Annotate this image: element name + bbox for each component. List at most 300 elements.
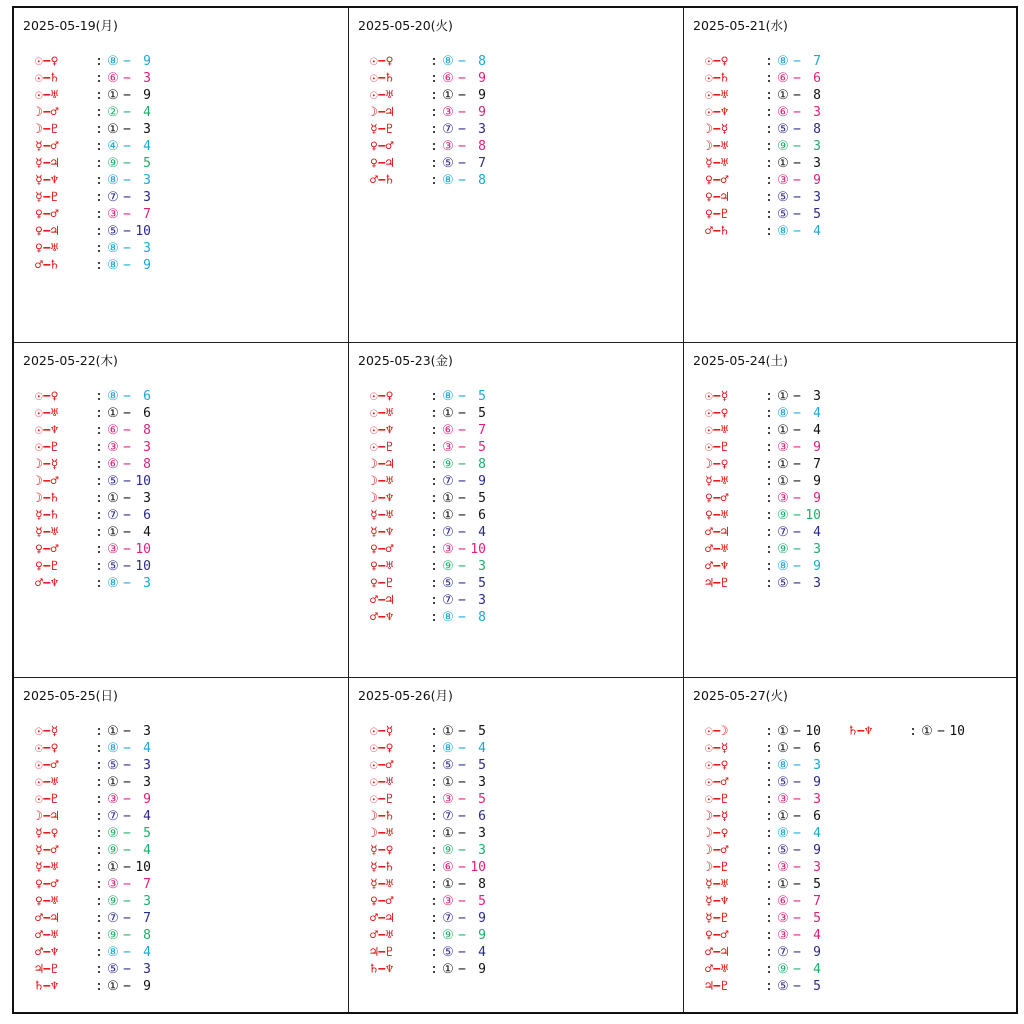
aspect-entry — [705, 740, 821, 757]
aspect-entry — [35, 859, 151, 876]
dash: − — [458, 911, 466, 926]
aspect-value: 4 — [813, 962, 821, 977]
aspect-value: 3 — [813, 156, 821, 171]
aspect-entry — [370, 791, 486, 808]
dash: − — [458, 792, 466, 807]
aspect-value: 3 — [813, 860, 821, 875]
aspect-value: 10 — [135, 224, 151, 239]
aspect-entry — [705, 825, 821, 842]
separator: : — [95, 775, 103, 790]
day-date: 2025-05-23(金) — [358, 353, 453, 368]
aspect-entry — [705, 405, 821, 422]
dash: − — [458, 860, 466, 875]
circled-number: ① — [777, 156, 789, 171]
aspect-value: 10 — [135, 474, 151, 489]
aspect-entry — [370, 439, 486, 456]
circled-number: ⑧ — [107, 576, 119, 591]
circled-number: ⑤ — [107, 474, 119, 489]
aspect-value: 4 — [813, 423, 821, 438]
aspect-entry — [35, 87, 151, 104]
separator: : — [95, 491, 103, 506]
aspect-entry — [370, 388, 486, 405]
circled-number: ① — [442, 88, 454, 103]
separator: : — [765, 423, 773, 438]
aspect-entry — [35, 524, 151, 541]
circled-number: ⑤ — [777, 843, 789, 858]
planet-pair: ♂−♆ — [35, 576, 59, 591]
dash: − — [123, 877, 131, 892]
aspect-entry — [370, 541, 486, 558]
aspect-value: 5 — [143, 156, 151, 171]
separator: : — [95, 576, 103, 591]
circled-number: ⑧ — [442, 54, 454, 69]
circled-number: ⑨ — [442, 457, 454, 472]
day-cell — [14, 678, 349, 1012]
planet-pair: ☉−♀ — [35, 389, 59, 404]
planet-pair: ☽−☿ — [705, 122, 729, 137]
dash: − — [458, 809, 466, 824]
aspect-entry — [35, 791, 151, 808]
circled-number: ③ — [442, 139, 454, 154]
planet-pair: ☿−♂ — [35, 139, 59, 154]
day-date: 2025-05-19(月) — [23, 18, 118, 33]
aspect-entry — [370, 961, 486, 978]
aspect-entry — [370, 422, 486, 439]
separator: : — [430, 775, 438, 790]
separator: : — [95, 792, 103, 807]
circled-number: ③ — [442, 542, 454, 557]
aspect-value: 7 — [143, 911, 151, 926]
aspect-entry — [35, 473, 151, 490]
aspect-entry — [35, 723, 151, 740]
aspect-value: 3 — [143, 440, 151, 455]
aspect-entry — [35, 257, 151, 274]
planet-pair: ☉−♀ — [705, 406, 729, 421]
planet-pair: ☉−♀ — [35, 54, 59, 69]
separator: : — [765, 457, 773, 472]
circled-number: ⑦ — [442, 122, 454, 137]
aspect-entry — [705, 439, 821, 456]
circled-number: ① — [777, 741, 789, 756]
planet-pair: ☿−♅ — [35, 860, 59, 875]
dash: − — [123, 758, 131, 773]
aspect-value: 3 — [478, 122, 486, 137]
dash: − — [123, 139, 131, 154]
aspect-value: 7 — [813, 894, 821, 909]
separator: : — [430, 406, 438, 421]
separator: : — [95, 843, 103, 858]
aspect-entry — [370, 104, 486, 121]
aspect-entry — [370, 723, 486, 740]
day-cell — [349, 8, 684, 343]
circled-number: ① — [442, 877, 454, 892]
aspect-value: 9 — [478, 962, 486, 977]
aspect-entry — [370, 859, 486, 876]
aspect-value: 5 — [478, 440, 486, 455]
dash: − — [793, 809, 801, 824]
planet-pair: ☽−♄ — [35, 491, 59, 506]
planet-pair: ☿−♂ — [35, 843, 59, 858]
separator: : — [95, 258, 103, 273]
planet-pair: ☉−♄ — [35, 71, 59, 86]
dash: − — [458, 491, 466, 506]
dash: − — [123, 945, 131, 960]
separator: : — [95, 911, 103, 926]
aspect-value: 4 — [478, 525, 486, 540]
aspect-value: 4 — [478, 741, 486, 756]
separator: : — [95, 860, 103, 875]
dash: − — [123, 190, 131, 205]
aspect-entry — [35, 405, 151, 422]
aspect-list — [705, 723, 821, 995]
aspect-entry — [35, 422, 151, 439]
aspect-value: 7 — [813, 54, 821, 69]
aspect-entry — [35, 223, 151, 240]
dash: − — [123, 156, 131, 171]
circled-number: ⑨ — [442, 843, 454, 858]
planet-pair: ☉−♅ — [705, 88, 729, 103]
separator: : — [430, 173, 438, 188]
aspect-value: 6 — [143, 406, 151, 421]
circled-number: ⑥ — [442, 71, 454, 86]
separator: : — [430, 156, 438, 171]
aspect-value: 7 — [143, 877, 151, 892]
aspect-value: 5 — [478, 576, 486, 591]
circled-number: ⑦ — [107, 809, 119, 824]
aspect-entry — [705, 723, 821, 740]
circled-number: ③ — [107, 792, 119, 807]
aspect-entry — [705, 138, 821, 155]
aspect-value: 8 — [143, 457, 151, 472]
aspect-value: 9 — [478, 105, 486, 120]
aspect-list — [35, 53, 151, 274]
dash: − — [458, 156, 466, 171]
planet-pair: ☉−♅ — [370, 406, 394, 421]
dash: − — [458, 457, 466, 472]
planet-pair: ♂−♄ — [35, 258, 59, 273]
aspect-value: 9 — [143, 979, 151, 994]
aspect-value: 3 — [813, 139, 821, 154]
aspect-entry — [370, 524, 486, 541]
aspect-value: 5 — [478, 491, 486, 506]
dash: − — [458, 928, 466, 943]
separator: : — [95, 962, 103, 977]
aspect-entry — [705, 893, 821, 910]
planet-pair: ♀−♇ — [370, 576, 394, 591]
circled-number: ⑦ — [777, 945, 789, 960]
aspect-value: 3 — [143, 576, 151, 591]
planet-pair: ☉−♇ — [370, 440, 394, 455]
dash: − — [793, 775, 801, 790]
dash: − — [458, 610, 466, 625]
separator: : — [765, 525, 773, 540]
separator: : — [430, 809, 438, 824]
aspect-value: 3 — [478, 593, 486, 608]
aspect-value: 5 — [813, 877, 821, 892]
dash: − — [458, 139, 466, 154]
planet-pair: ☿−♀ — [35, 826, 59, 841]
planet-pair: ♂−♆ — [705, 559, 729, 574]
dash: − — [793, 139, 801, 154]
planet-pair: ☽−♅ — [370, 474, 394, 489]
aspect-value: 8 — [478, 610, 486, 625]
planet-pair: ☿−♅ — [35, 525, 59, 540]
circled-number: ⑧ — [107, 258, 119, 273]
circled-number: ⑧ — [107, 54, 119, 69]
separator: : — [430, 389, 438, 404]
planet-pair: ☉−♆ — [370, 423, 394, 438]
aspect-value: 10 — [135, 559, 151, 574]
separator: : — [765, 860, 773, 875]
dash: − — [793, 406, 801, 421]
planet-pair: ☉−♇ — [370, 792, 394, 807]
circled-number: ⑤ — [777, 576, 789, 591]
aspect-entry — [35, 944, 151, 961]
aspect-value: 5 — [143, 826, 151, 841]
aspect-value: 5 — [478, 389, 486, 404]
aspect-entry — [705, 927, 821, 944]
circled-number: ⑤ — [777, 122, 789, 137]
aspect-value: 9 — [813, 440, 821, 455]
planet-pair: ♂−♃ — [705, 525, 729, 540]
aspect-entry — [35, 388, 151, 405]
separator: : — [765, 440, 773, 455]
separator: : — [765, 894, 773, 909]
circled-number: ③ — [777, 860, 789, 875]
aspect-value: 3 — [813, 576, 821, 591]
dash: − — [793, 724, 801, 739]
aspect-value: 10 — [805, 508, 821, 523]
separator: : — [765, 979, 773, 994]
circled-number: ⑦ — [442, 525, 454, 540]
circled-number: ⑥ — [777, 105, 789, 120]
planet-pair: ☽−♂ — [705, 843, 729, 858]
aspect-value: 9 — [143, 54, 151, 69]
dash: − — [123, 105, 131, 120]
separator: : — [765, 71, 773, 86]
aspect-value: 4 — [813, 525, 821, 540]
dash: − — [793, 474, 801, 489]
dash: − — [793, 457, 801, 472]
separator: : — [765, 139, 773, 154]
planet-pair: ☉−♇ — [35, 440, 59, 455]
circled-number: ① — [777, 877, 789, 892]
separator: : — [430, 457, 438, 472]
aspect-value: 3 — [813, 792, 821, 807]
planet-pair: ♀−♃ — [35, 224, 59, 239]
separator: : — [430, 843, 438, 858]
dash: − — [793, 860, 801, 875]
separator: : — [95, 877, 103, 892]
aspect-value: 4 — [143, 741, 151, 756]
dash: − — [458, 775, 466, 790]
separator: : — [95, 139, 103, 154]
circled-number: ① — [777, 474, 789, 489]
dash: − — [458, 474, 466, 489]
dash: − — [793, 207, 801, 222]
separator: : — [430, 792, 438, 807]
aspect-value: 4 — [478, 945, 486, 960]
separator: : — [430, 724, 438, 739]
circled-number: ⑨ — [107, 894, 119, 909]
circled-number: ③ — [777, 911, 789, 926]
dash: − — [123, 826, 131, 841]
circled-number: ① — [442, 724, 454, 739]
dash: − — [458, 576, 466, 591]
dash: − — [793, 54, 801, 69]
aspect-entry — [370, 405, 486, 422]
aspect-entry — [35, 53, 151, 70]
circled-number: ⑦ — [442, 593, 454, 608]
separator: : — [430, 741, 438, 756]
dash: − — [793, 173, 801, 188]
planet-pair: ☽−♂ — [35, 474, 59, 489]
aspect-value: 3 — [143, 173, 151, 188]
circled-number: ⑧ — [107, 241, 119, 256]
dash: − — [458, 894, 466, 909]
separator: : — [430, 610, 438, 625]
day-date: 2025-05-20(火) — [358, 18, 453, 33]
dash: − — [793, 190, 801, 205]
separator: : — [765, 156, 773, 171]
dash: − — [123, 406, 131, 421]
circled-number: ⑦ — [442, 911, 454, 926]
dash: − — [458, 758, 466, 773]
aspect-entry — [705, 172, 821, 189]
aspect-list-extra — [849, 723, 965, 740]
dash: − — [123, 928, 131, 943]
aspect-value: 3 — [478, 826, 486, 841]
separator: : — [430, 559, 438, 574]
planet-pair: ♀−♂ — [370, 542, 394, 557]
aspect-value: 9 — [478, 911, 486, 926]
aspect-value: 3 — [143, 491, 151, 506]
aspect-value: 3 — [813, 389, 821, 404]
dash: − — [458, 542, 466, 557]
planet-pair: ☿−♆ — [705, 894, 729, 909]
circled-number: ⑧ — [107, 945, 119, 960]
circled-number: ① — [442, 826, 454, 841]
aspect-entry — [370, 172, 486, 189]
separator: : — [765, 542, 773, 557]
day-cell — [349, 678, 684, 1012]
separator: : — [95, 54, 103, 69]
circled-number: ⑧ — [777, 826, 789, 841]
separator: : — [765, 389, 773, 404]
planet-pair: ♂−♃ — [370, 911, 394, 926]
aspect-entry — [370, 825, 486, 842]
dash: − — [123, 173, 131, 188]
planet-pair: ♀−♂ — [35, 207, 59, 222]
planet-pair: ☽−♅ — [705, 139, 729, 154]
planet-pair: ☉−♇ — [705, 440, 729, 455]
separator: : — [430, 508, 438, 523]
separator: : — [430, 945, 438, 960]
dash: − — [793, 88, 801, 103]
separator: : — [95, 542, 103, 557]
separator: : — [765, 928, 773, 943]
aspect-entry — [705, 944, 821, 961]
separator: : — [765, 508, 773, 523]
aspect-entry — [705, 206, 821, 223]
separator: : — [95, 423, 103, 438]
aspect-value: 3 — [143, 775, 151, 790]
circled-number: ③ — [442, 440, 454, 455]
separator: : — [95, 406, 103, 421]
aspect-value: 5 — [478, 758, 486, 773]
aspect-value: 8 — [478, 457, 486, 472]
planet-pair: ☿−♆ — [35, 173, 59, 188]
aspect-entry — [35, 138, 151, 155]
dash: − — [793, 894, 801, 909]
planet-pair: ♂−♅ — [705, 962, 729, 977]
day-date: 2025-05-22(木) — [23, 353, 118, 368]
aspect-value: 3 — [143, 190, 151, 205]
separator: : — [95, 105, 103, 120]
dash: − — [458, 826, 466, 841]
planet-pair: ☉−☿ — [35, 724, 59, 739]
circled-number: ⑤ — [777, 979, 789, 994]
aspect-value: 6 — [143, 508, 151, 523]
dash: − — [123, 423, 131, 438]
circled-number: ⑤ — [107, 559, 119, 574]
dash: − — [793, 71, 801, 86]
circled-number: ⑥ — [107, 457, 119, 472]
dash: − — [123, 389, 131, 404]
planet-pair: ☉−♅ — [370, 88, 394, 103]
aspect-entry — [370, 53, 486, 70]
dash: − — [123, 860, 131, 875]
dash: − — [123, 911, 131, 926]
aspect-entry — [370, 507, 486, 524]
separator: : — [765, 88, 773, 103]
aspect-entry — [35, 842, 151, 859]
separator: : — [95, 207, 103, 222]
dash: − — [458, 525, 466, 540]
circled-number: ① — [107, 860, 119, 875]
aspect-entry — [370, 473, 486, 490]
aspect-entry — [370, 893, 486, 910]
circled-number: ⑥ — [107, 423, 119, 438]
dash: − — [123, 792, 131, 807]
aspect-value: 9 — [813, 559, 821, 574]
separator: : — [765, 741, 773, 756]
aspect-entry — [35, 490, 151, 507]
aspect-value: 5 — [478, 724, 486, 739]
aspect-entry — [705, 910, 821, 927]
planet-pair: ☉−♇ — [705, 792, 729, 807]
circled-number: ⑤ — [442, 758, 454, 773]
aspect-value: 3 — [143, 758, 151, 773]
aspect-entry — [705, 507, 821, 524]
separator: : — [430, 860, 438, 875]
planet-pair: ♀−♇ — [705, 207, 729, 222]
separator: : — [765, 758, 773, 773]
planet-pair: ☽−♂ — [35, 105, 59, 120]
separator: : — [430, 758, 438, 773]
separator: : — [909, 724, 917, 739]
separator: : — [765, 190, 773, 205]
aspect-entry — [35, 189, 151, 206]
aspect-entry — [849, 723, 965, 740]
aspect-value: 5 — [478, 406, 486, 421]
aspect-value: 8 — [143, 928, 151, 943]
circled-number: ⑨ — [777, 542, 789, 557]
separator: : — [765, 945, 773, 960]
aspect-value: 6 — [813, 741, 821, 756]
separator: : — [95, 945, 103, 960]
dash: − — [123, 207, 131, 222]
